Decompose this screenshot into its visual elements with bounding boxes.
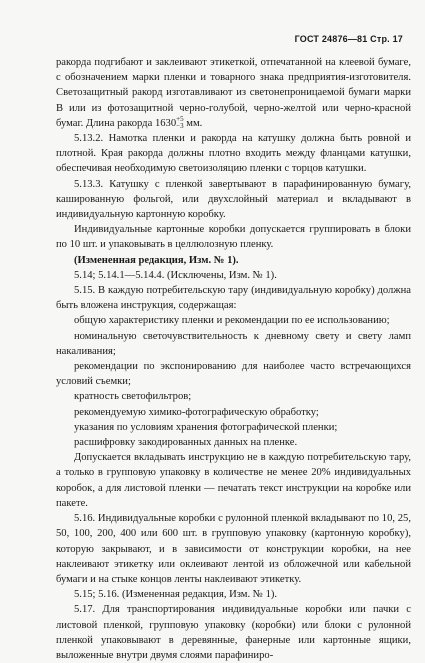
paragraph-amendment-2: 5.15; 5.16. (Измененная редакция, Изм. № 1). [74, 589, 278, 601]
paragraph-5-14-excluded: 5.14; 5.14.1—5.14.4. (Исключены, Изм. № 1). [74, 269, 277, 281]
list-item-sensitivity: номинальную светочувствительность к дневному свету и свету ламп накаливания; [56, 330, 411, 357]
paragraph-instruction-allowance: Допускается вкладывать инструкцию не в каждую потребительскую тару, а только в групповую упаковку в количестве не менее 20% индивидуальных коробок, а для листовой пленки — печатать текст инструкции на коробке или пакете. [56, 452, 411, 509]
paragraph-5-13-2: 5.13.2. Намотка пленки и ракорда на катушку должна быть ровной и плотной. Края ракорда должны плотно входить между фланцами катушки, обеспечивая необходимую светоизоляцию пленки с торцов катушки. [56, 133, 411, 175]
list-item-characteristics: общую характеристику пленки и рекомендации по ее использованию; [74, 315, 390, 327]
document-body [56, 55, 411, 663]
leader-length: 1630+5 −3 мм. [154, 115, 203, 131]
page-header: ГОСТ 24876—81 Стр. 17 [294, 34, 403, 44]
paragraph-grouping: Индивидуальные картонные коробки допускается группировать в блоки по 10 шт. и упаковывать в целлюлозную пленку. [56, 224, 411, 251]
list-item-exposure: рекомендации по экспонированию для наиболее часто встречающихся условий съемки; [56, 361, 411, 388]
paragraph-leader-spec: ракорда подгибают и заклеивают этикеткой, отпечатанной на клеевой бумаге, с обозначением марки пленки и товарного знака предприятия-изготовителя. Светозащитный ракорд изготавливают из светонепроницаемой бумаги марки В или из фотозащитной черно-голубой, черно-желтой или черно-красной бумаг. Длина ракорда 1630+5 −3 мм. [56, 57, 411, 131]
paragraph-5-15: 5.15. В каждую потребительскую тару (индивидуальную коробку) должна быть вложена инструкция, содержащая: [56, 285, 411, 312]
list-item-processing: рекомендуемую химико-фотографическую обработку; [74, 406, 319, 418]
paragraph-5-16: 5.16. Индивидуальные коробки с рулонной пленкой вкладывают по 10, 25, 50, 100, 200, 400 или 600 шт. в групповую упаковку (картонную коробку), которую закрывают, и в зависимости от конструкции коробки, на нее наклеивают этикетку или оклеивают лентой из обложечной или кабельной бумаги и на стыке концов ленты наклеивают этикетку. [56, 513, 411, 585]
list-item-filters: кратность светофильтров; [74, 391, 192, 403]
paragraph-amendment-1: (Измененная редакция, Изм. № 1). [74, 254, 239, 266]
list-item-coded-data: расшифровку закодированных данных на пленке. [74, 437, 298, 449]
paragraph-5-13-3: 5.13.3. Катушку с пленкой завертывают в парафинированную бумагу, кашированную фольгой, или двухслойный материал и вкладывают в индивидуальную картонную коробку. [56, 178, 411, 221]
paragraph-5-17: 5.17. Для транспортирования индивидуальные коробки или пачки с листовой пленкой, групповую упаковку (коробки) или блоки с рулонной пленкой упаковывают в деревянные, фанерные или картонные ящики, выложенные внутри двумя слоями парафиниро- [56, 604, 411, 661]
length-tolerance: +5 −3 [176, 115, 184, 131]
list-item-storage: указания по условиям хранения фотографической пленки; [74, 421, 338, 433]
